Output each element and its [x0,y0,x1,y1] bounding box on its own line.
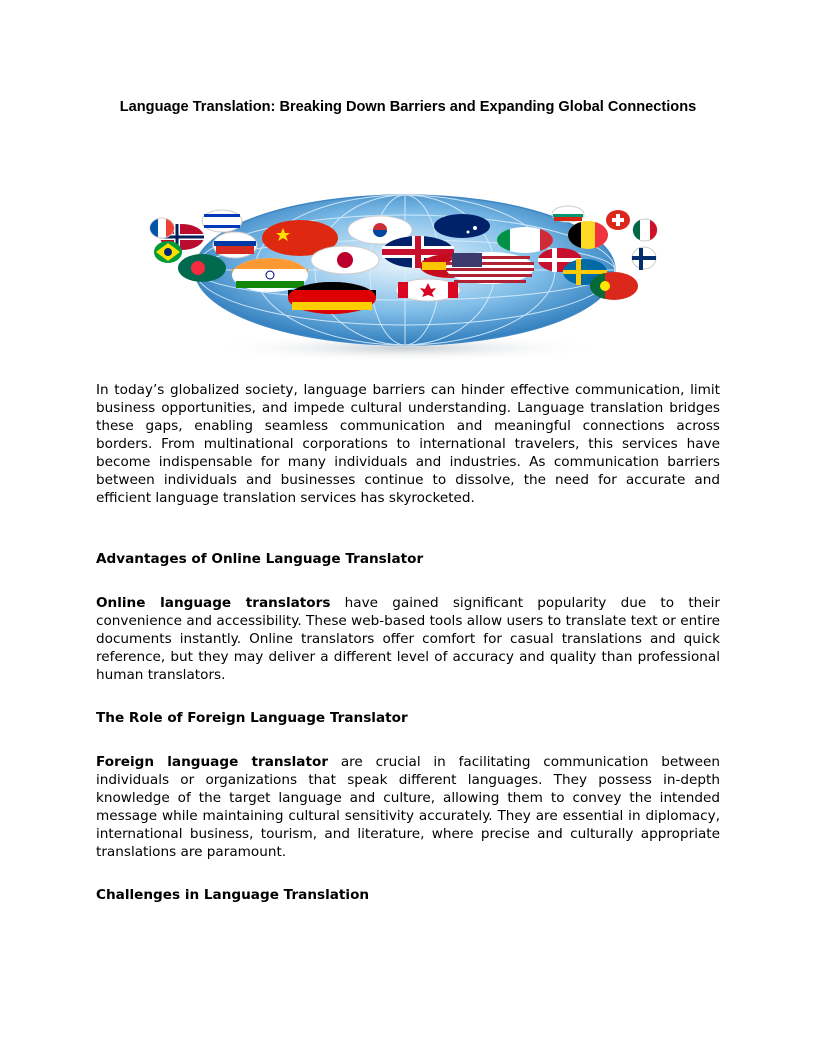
section-paragraph-advantages [96,594,720,684]
section-heading-role: The Role of Foreign Language Translator [96,710,408,726]
intro-paragraph: In today’s globalized society, language barriers can hinder effective communication, limit business opportunities, and impede cultural understanding. Language translation bridges these gaps, enabling seamless communication and meaningful connections across borders. From multinational corporations to international travelers, this services have become indispensable for many individuals and industries. As communication barriers between individuals and businesses continue to dissolve, the need for accurate and efficient language translation services has skyrocketed. [96,382,720,506]
section-lead-term: Foreign language translator [96,754,329,770]
section-body-text: have gained significant popularity due to their convenience and accessibility. These web-based tools allow users to translate text or entire documents instantly. Online translators offer comfort for casual translations and quick reference, but they may deliver a different level of accuracy and quality than professional human translators. [96,595,720,683]
section-heading-advantages: Advantages of Online Language Translator [96,551,424,567]
section-heading-challenges: Challenges in Language Translation [96,887,370,903]
globe-with-flags-image [140,190,670,365]
document-title: Language Translation: Breaking Down Barriers and Expanding Global Connections [119,99,697,115]
section-paragraph-role [96,753,720,861]
section-body-text: are crucial in facilitating communication between individuals or organizations that speak different languages. They possess in-depth knowledge of the target language and culture, allowing them to convey the intended message while maintaining cultural sensitivity accurately. They are essential in diplomacy, international business, tourism, and literature, where precise and culturally appropriate translations are paramount. [96,754,720,860]
section-lead-term: Online language translators [96,595,331,611]
